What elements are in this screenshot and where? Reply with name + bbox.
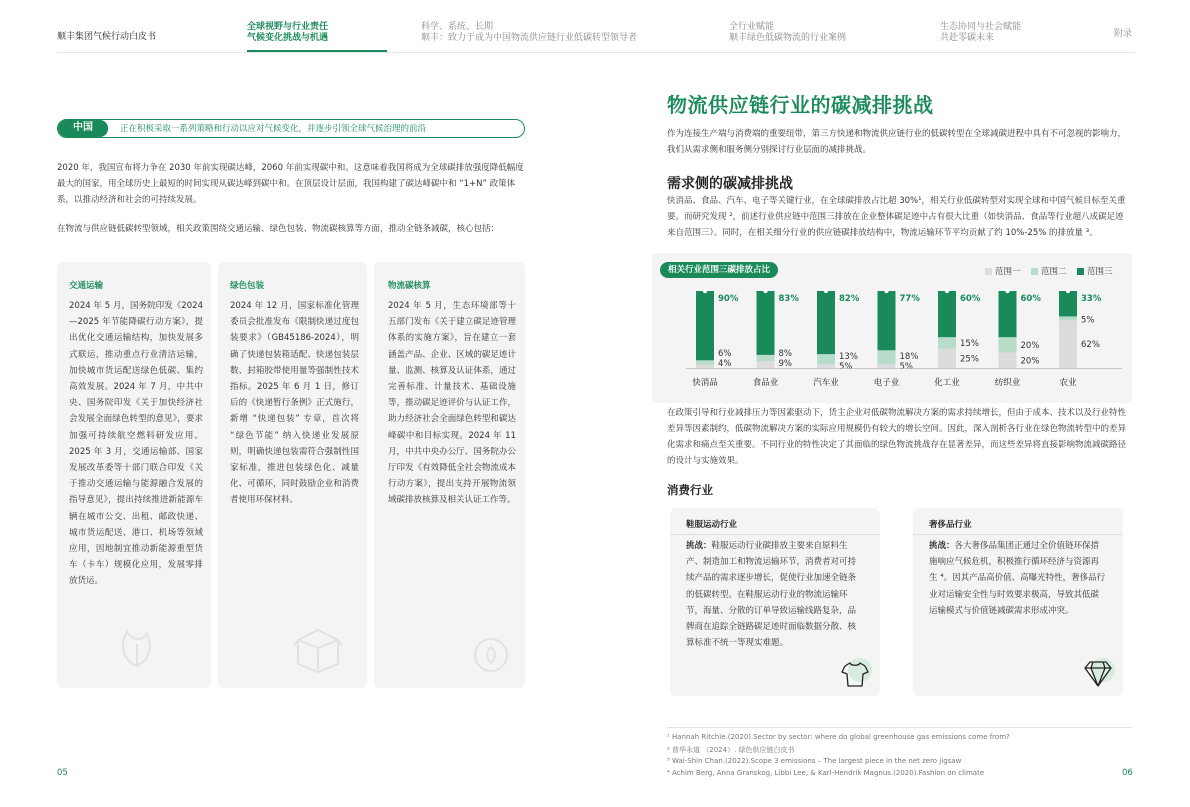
data-label-scope3: 90% (718, 294, 739, 304)
footnote-4: ⁴ Achim Berg, Anna Granskog, Libbi Lee, & Karl-Hendrik Magnus.(2020).Fashion on climate (667, 769, 985, 777)
data-label-scope2: 15% (960, 338, 979, 349)
data-label-scope1: 4% (718, 359, 732, 369)
case-text: 鞋服运动行业碳排放主要来自原料生产、制造加工和物流运输环节，消费者对可持续产品的需求逐步增长，促使行业加速全链条的低碳转型。在鞋服运动行业的物流运输环节，海量、分散的订单导致运输线路复杂，品牌商在追踪全链路碳足迹时面临数据分散、核算标准不统一等现实难题。 (686, 541, 857, 649)
data-label-scope1: 20% (1020, 356, 1040, 367)
chart-title: 相关行业范围三碳排放占比 (660, 262, 778, 278)
case-divider (670, 534, 880, 535)
card-body: 2024 年 12 月，国家标准化管理委员会批准发布《限制快递过度包装要求》（GB45186-2024），明确了快递包装箱适配、快递包装层数、封箱胶带使用量等强制性技术指标。2025 年 6 月 1 日，修订后的《快递暂行条例》正式施行，新增 “快递包装” 专章，首次将 “绿色节能” 纳入快递业发展原则，明确快递包装需符合强制性国家标准，推进包装绿色化、减量化、可循环，同时鼓励企业和消费者使用环保材料。 (230, 301, 359, 506)
category-label: 汽车业 (813, 378, 839, 388)
footnote-2: ² 普华永道 （2024）. 绿色供应链白皮书 (667, 746, 795, 754)
intro-paragraph-2: 在物流与供应链低碳转型领域，相关政策围绕交通运输、绿色包装、物流碳核算等方面，推动全链条减碳，核心包括： (57, 224, 500, 234)
legend-label: 范围一 (995, 267, 1021, 277)
nav-line1: 生态协同与社会赋能 (940, 22, 1022, 32)
nav-line2: 共赴零碳未来 (940, 33, 995, 43)
chart-plot (652, 253, 1132, 403)
data-label-scope1: 62% (1081, 340, 1100, 351)
package-box-icon (290, 622, 346, 674)
case-box-apparel (670, 508, 880, 696)
bar-segment (757, 291, 775, 355)
bar-segment (696, 365, 714, 368)
category-label: 化工业 (934, 378, 960, 388)
page-title: 物流供应链行业的碳减排挑战 (667, 93, 934, 117)
nav-line2: 气候变化挑战与机遇 (247, 33, 329, 43)
nav-item-industry[interactable] (729, 22, 846, 44)
data-label-scope2: 5% (1081, 315, 1095, 326)
bar-top-marker (1066, 289, 1070, 293)
bar-segment (938, 349, 956, 368)
case-body (686, 538, 864, 651)
category-label: 食品业 (752, 378, 779, 388)
data-label-scope1: 9% (778, 359, 792, 369)
after-chart-paragraph: 在政策引导和行业减排压力等因素驱动下，货主企业对低碳物流解决方案的需求持续增长，但由于成本、技术以及行业特性差异等因素制约，低碳物流解决方案的实际应用规模仍有较大的增长空间。因此，深入剖析各行业在绿色物流转型中的差异化需求和痛点至关重要。不同行业的特性决定了其面临的绿色物流挑战存在显著差异，而这些差异将直接影响物流减碳路径的设计与实施效果。 (667, 408, 1127, 466)
case-title: 奢侈品行业 (929, 520, 972, 530)
case-divider (913, 534, 1123, 535)
china-banner (57, 119, 525, 138)
card-title: 物流碳核算 (388, 281, 431, 291)
intro-paragraph-1: 2020 年，我国宣布将力争在 2030 年前实现碳达峰，2060 年前实现碳中和。这意味着我国将成为全球碳排放强度降低幅度最大的国家，用全球历史上最短的时间实现从碳达峰到碳中和。在顶层设计层面，我国构建了碳达峰碳中和 “1+N” 政策体系，以推动经济和社会的可持续发展。 (57, 163, 524, 205)
bar-segment (1059, 291, 1077, 316)
bar-segment (878, 350, 896, 364)
data-label-scope3: 83% (778, 294, 799, 304)
nav-item-global-vision[interactable] (247, 22, 328, 44)
data-label-scope2: 6% (718, 349, 732, 359)
bar-segment (938, 337, 956, 349)
bar-top-marker (763, 289, 767, 293)
data-label-scope3: 33% (1081, 294, 1102, 304)
nav-item-ecosystem[interactable] (940, 22, 1021, 44)
bar-segment (1059, 320, 1077, 368)
top-header (0, 0, 1190, 56)
header-divider (57, 52, 1135, 53)
data-label-scope1: 5% (899, 362, 913, 373)
bar-top-marker (824, 289, 828, 293)
policy-card-carbon-accounting (374, 262, 525, 688)
nav-line2: 顺丰绿色低碳物流的行业案例 (729, 33, 847, 43)
bar-segment (1059, 316, 1077, 320)
category-label: 电子业 (873, 378, 900, 388)
data-label-scope3: 77% (899, 294, 920, 304)
tshirt-icon (838, 656, 874, 690)
case-text: 各大奢侈品集团正通过全价值链环保措施响应气候危机，积极推行循环经济与资源再生 ⁴。因其产品高价值、高曝光特性，奢侈品行业对运输安全性与时效要求极高，导致其低碳运输模式与价值链减碳需求形成冲突。 (929, 541, 1106, 616)
card-body: 2024 年 5 月，国务院印发《2024—2025 年节能降碳行动方案》，提出优化交通运输结构，加快发展多式联运，推动重点行业清洁运输，加快城市货运配送绿色低碳、集约高效发展。2024 年 7 月，中共中央、国务院印发《关于加快经济社会发展全面绿色转型的意见》，要求加强可持续航空燃料研发应用。2025 年 3 月，交通运输部、国家发展改革委等十部门联合印发《关于推动交通运输与能源融合发展的指导意见》，提出持续推进新能源车辆在城市公交、出租、邮政快递、城市货运配送、港口、机场等领域应用，因地制宜推动新能源重型货车（卡车）规模化应用，发展零排放货运。 (69, 301, 203, 587)
bar-segment (757, 355, 775, 361)
data-label-scope2: 13% (839, 352, 858, 363)
data-label-scope1: 25% (960, 354, 979, 365)
eco-cycle-icon (466, 636, 516, 674)
bar-top-marker (1005, 289, 1009, 293)
nav-line2: 顺丰：致力于成为中国物流供应链行业低碳转型领导者 (421, 33, 638, 43)
nav-item-science[interactable] (421, 22, 637, 44)
demand-side-paragraph: 快消品、食品、汽车、电子等关键行业，在全球碳排放占比超 30%¹，相关行业低碳转型对实现全球和中国气候目标至关重要。而研究发现 ²，前述行业供应链中范围三排放在企业整体碳足迹中占有很大比重（如快消品、食品等行业超八成碳足迹来自范围三）。同时，在相关细分行业的供应链碳排放结构中，物流运输环节平均贡献了约 10%-25% 的排放量 ³。 (667, 196, 1126, 238)
china-banner-text: 正在积极采取一系列策略和行动以应对气候变化，并逐步引领全球气候治理的前沿 (120, 124, 427, 134)
doc-title: 顺丰集团气候行动白皮书 (57, 32, 157, 42)
data-label-scope2: 20% (1020, 340, 1040, 351)
case-label: 挑战： (929, 541, 955, 551)
case-title: 鞋服运动行业 (686, 520, 738, 530)
bar-segment (696, 291, 714, 360)
demand-side-title: 需求侧的碳减排挑战 (667, 176, 793, 192)
case-box-luxury (913, 508, 1123, 696)
category-label: 快消品 (692, 378, 718, 388)
bar-segment (696, 360, 714, 365)
footnote-1: ¹ Hannah Ritchie.(2020).Sector by sector: where do global greenhouse gas emissions come from? (667, 733, 1010, 741)
data-label-scope2: 18% (899, 352, 919, 363)
bar-segment (878, 364, 896, 368)
legend-label: 范围二 (1041, 267, 1067, 277)
card-body: 2024 年 5 月，生态环境部等十五部门发布《关于建立碳足迹管理体系的实施方案》，旨在建立一套涵盖产品、企业、区域的碳足迹计量、监测、核算及认证体系，通过完善标准、计量技术、基础设施等，推动碳足迹评价与认证工作，助力经济社会全面绿色转型和碳达峰碳中和目标实现。2024 年 11 月，中共中央办公厅、国务院办公厅印发《有效降低全社会物流成本行动方案》，提出支持开展物流领域碳排放核算及相关认证工作等。 (388, 301, 516, 506)
data-label-scope3: 60% (1020, 294, 1041, 304)
bar-segment (878, 291, 896, 350)
scope-emissions-chart (652, 253, 1132, 403)
leaf-icon (113, 620, 161, 670)
case-label: 挑战： (686, 541, 712, 551)
nav-line1: 附录 (1114, 29, 1133, 39)
bar-top-marker (703, 289, 707, 293)
bar-segment (999, 353, 1017, 368)
right-intro-paragraph: 作为连接生产端与消费端的重要纽带，第三方快递和物流供应链行业的低碳转型在全球减碳进程中具有不可忽视的影响力，我们从需求侧和服务侧分别探讨行业层面的减排挑战。 (667, 129, 1127, 155)
footnote-3: ³ Wai-Shin Chan.(2022).Scope 3 emissions – The largest piece in the net zero jigsaw (667, 757, 962, 765)
bar-segment (817, 364, 835, 368)
category-label: 纺织业 (994, 378, 1021, 388)
bar-top-marker (884, 289, 888, 293)
bar-segment (938, 291, 956, 337)
footnote-divider (667, 727, 1132, 728)
policy-card-packaging (218, 262, 367, 688)
category-label: 农业 (1059, 378, 1077, 388)
card-title: 交通运输 (69, 281, 104, 291)
bar-segment (817, 291, 835, 354)
nav-line1: 全行业赋能 (729, 22, 775, 32)
bar-segment (817, 354, 835, 364)
nav-item-appendix[interactable] (1114, 29, 1132, 40)
bar-segment (757, 361, 775, 368)
bar-top-marker (945, 289, 949, 293)
case-body (929, 538, 1107, 619)
diamond-icon (1079, 656, 1117, 690)
nav-line1: 科学、系统、长期 (421, 22, 494, 32)
nav-line1: 全球视野与行业责任 (247, 22, 329, 32)
legend-label: 范围三 (1087, 267, 1113, 277)
bar-segment (999, 337, 1017, 352)
bar-segment (999, 291, 1017, 337)
page-number-right: 06 (1122, 768, 1133, 778)
data-label-scope2: 8% (778, 349, 792, 359)
policy-card-transport (57, 262, 211, 688)
data-label-scope3: 82% (839, 294, 860, 304)
consumer-industry-title: 消费行业 (667, 483, 713, 497)
data-label-scope1: 5% (839, 362, 853, 373)
data-label-scope3: 60% (960, 294, 981, 304)
card-title: 绿色包装 (230, 281, 265, 291)
china-tag: 中国 (58, 120, 108, 137)
page-number-left: 05 (57, 768, 68, 778)
